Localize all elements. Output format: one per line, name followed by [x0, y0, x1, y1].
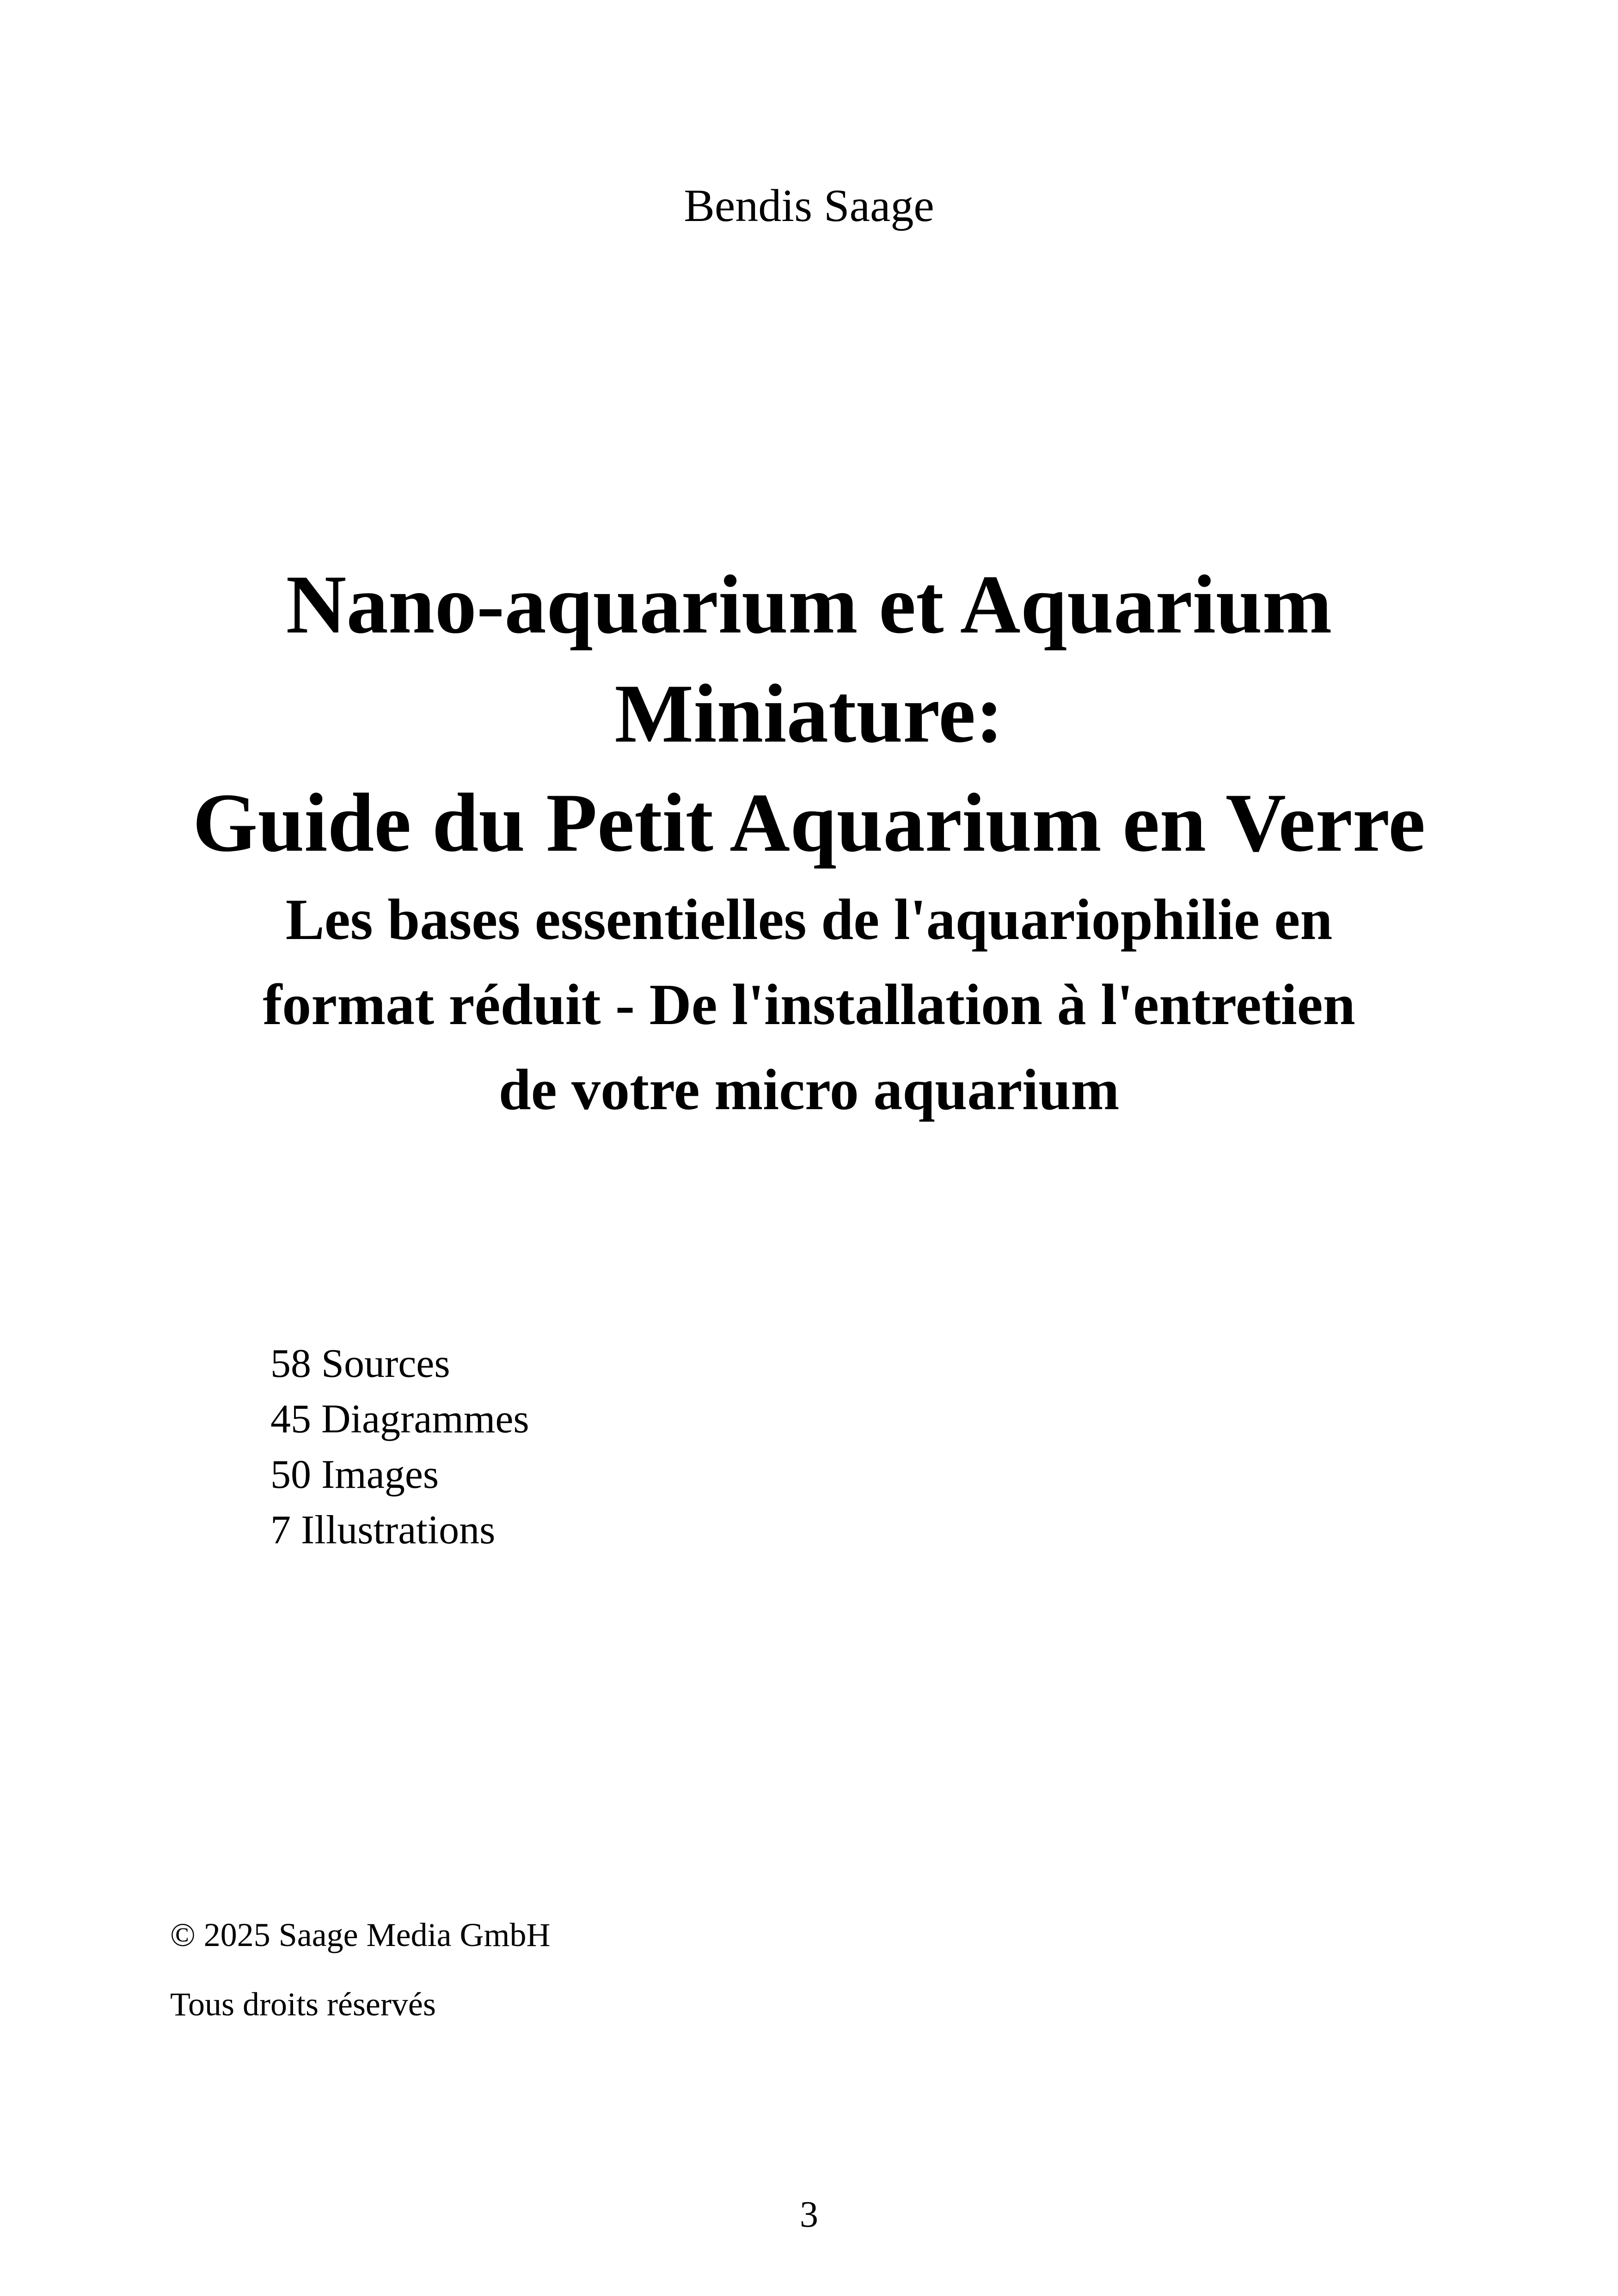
rights-notice: Tous droits réservés [170, 1986, 436, 2023]
content-stats-list [270, 1336, 964, 1558]
subtitle-line-2: format réduit - De l'installation à l'entretien [263, 973, 1355, 1037]
subtitle-line-3: de votre micro aquarium [498, 1058, 1120, 1122]
book-title [116, 550, 1502, 1133]
title-line-3: Guide du Petit Aquarium en Verre [192, 777, 1426, 869]
stat-diagrams: 45 Diagrammes [270, 1397, 529, 1442]
title-line-2: Miniature: [614, 668, 1004, 760]
author-name: Bendis Saage [684, 180, 934, 231]
title-line-1: Nano-aquarium et Aquarium [286, 559, 1332, 651]
subtitle-line-1: Les bases essentielles de l'aquariophilie en [285, 888, 1333, 952]
stat-sources: 58 Sources [270, 1341, 450, 1386]
page-number: 3 [800, 2194, 818, 2235]
stat-illustrations: 7 Illustrations [270, 1508, 496, 1553]
stat-images: 50 Images [270, 1452, 439, 1497]
copyright-notice: © 2025 Saage Media GmbH [170, 1916, 551, 1953]
